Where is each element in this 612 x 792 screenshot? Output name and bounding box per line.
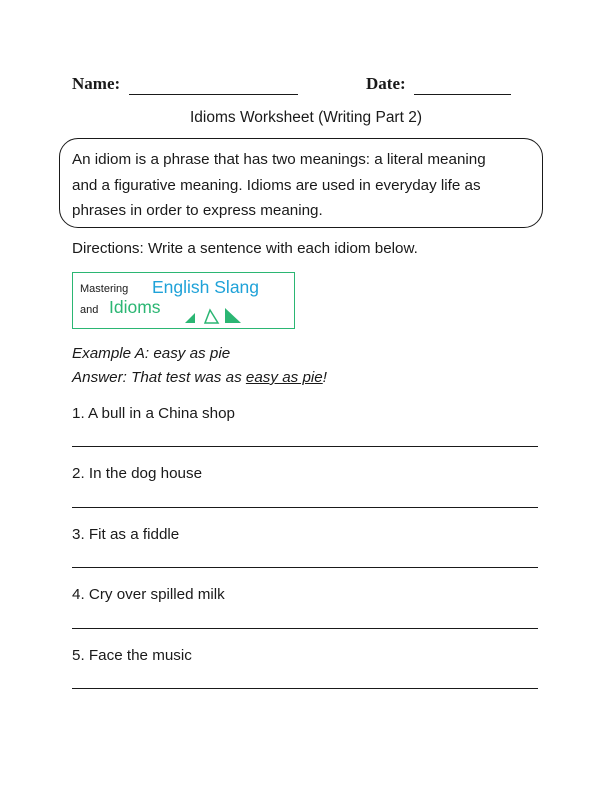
definition-line-2: and a figurative meaning. Idioms are used in everyday life as: [72, 176, 481, 194]
question-1: 1. A bull in a China shop: [72, 405, 235, 422]
directions-text: Directions: Write a sentence with each idiom below.: [72, 240, 418, 257]
logo-word-and: and: [80, 304, 99, 316]
question-3: 3. Fit as a fiddle: [72, 526, 180, 543]
answer-line-5[interactable]: [72, 688, 538, 689]
name-field[interactable]: [129, 78, 298, 95]
answer-line-2[interactable]: [72, 507, 538, 508]
answer-line-1[interactable]: [72, 446, 538, 447]
triangle-ramp-icon: [183, 303, 293, 325]
definition-line-3: phrases in order to express meaning.: [72, 202, 323, 219]
question-5: 5. Face the music: [72, 647, 192, 664]
answer-line-4[interactable]: [72, 628, 538, 629]
logo-word-english-slang: English Slang: [152, 277, 260, 297]
example-answer-prefix: Answer: That test was as: [72, 369, 246, 386]
mastering-english-slang-logo: [72, 272, 295, 329]
question-2: 2. In the dog house: [72, 465, 203, 482]
definition-line-1: An idiom is a phrase that has two meanings: a literal meaning: [72, 151, 486, 168]
question-4: 4. Cry over spilled milk: [72, 586, 225, 603]
logo-word-mastering: Mastering: [80, 283, 129, 295]
logo-word-idioms: Idioms: [109, 297, 161, 317]
worksheet-title: Idioms Worksheet (Writing Part 2): [190, 109, 422, 126]
date-label: Date:: [366, 74, 406, 93]
example-answer-suffix: !: [322, 369, 327, 386]
date-field[interactable]: [414, 78, 511, 95]
example-idiom: Example A: easy as pie: [72, 345, 231, 362]
name-label: Name:: [72, 74, 121, 93]
example-answer: [72, 369, 327, 386]
example-answer-idiom: easy as pie: [245, 369, 323, 386]
idiom-definition-box: [59, 138, 543, 228]
answer-line-3[interactable]: [72, 567, 538, 568]
